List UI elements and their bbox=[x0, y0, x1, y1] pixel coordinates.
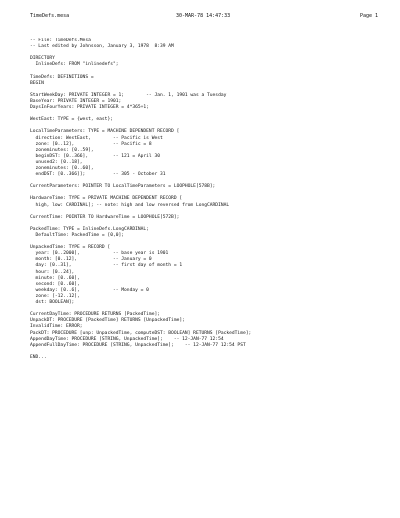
code-line: year: [0..2000], -- base year is 1901 bbox=[30, 251, 169, 257]
code-line: END... bbox=[30, 354, 47, 360]
code-line: zoneminutes: [0..59], bbox=[30, 147, 94, 153]
code-line: DaysInFourYears: PRIVATE INTEGER = 4*365+1; bbox=[30, 105, 149, 111]
code-line: PackDT: PROCEDURE [unp: UnpackedTime, computeDST: BOOLEAN] RETURNS [PackedTime]; bbox=[30, 330, 252, 336]
code-line: CurrentTime: POINTER TO HardwareTime = LOOPHOLE[572B]; bbox=[30, 214, 180, 220]
code-line: WestEast: TYPE = {west, east}; bbox=[30, 117, 113, 123]
code-line: BEGIN bbox=[30, 80, 44, 86]
code-line: month: [0..12], -- January = 0 bbox=[30, 257, 152, 263]
code-line: second: [0..60], bbox=[30, 281, 80, 287]
code-line: DefaultTime: PackedTime = [0,0]; bbox=[30, 233, 125, 238]
code-line: hour: [0..24], bbox=[30, 269, 75, 275]
code-line: weekday: [0..6], -- Monday = 0 bbox=[30, 287, 149, 293]
code-line: AppendDayTime: PROCEDURE [STRING, UnpackedTime]; -- 12-JAN-77 12:54 bbox=[30, 336, 224, 342]
code-line: AppendFullDayTime: PROCEDURE [STRING, UnpackedTime]; -- 12-JAN-77 12:54 PST bbox=[30, 342, 246, 348]
code-line: HardwareTime: TYPE = PRIVATE MACHINE DEPENDENT RECORD [ bbox=[30, 196, 183, 202]
code-line: StartWeekDay: PRIVATE INTEGER = 1; -- Jan. 1, 1901 was a Tuesday bbox=[30, 92, 227, 98]
code-line: direction: WestEast, -- Pacific is West bbox=[30, 135, 163, 141]
code-line: CurrentDayTime: PROCEDURE RETURNS [PackedTime]; bbox=[30, 312, 160, 318]
code-line: day: [0..31], -- first day of month = 1 bbox=[30, 263, 183, 269]
code-line: BaseYear: PRIVATE INTEGER = 1901; bbox=[30, 98, 122, 104]
code-line: InlineDefs: FROM "inlinedefs"; bbox=[30, 62, 119, 68]
code-line: UnpackedTime: TYPE = RECORD [ bbox=[30, 245, 111, 251]
code-line: zone: [-12..12], bbox=[30, 293, 80, 299]
code-line: high, low: CARDINAL]; -- note: high and low reversed from LongCARDINAL bbox=[30, 202, 230, 208]
code-line: unused2: [0..18], bbox=[30, 159, 83, 165]
code-line: zone: [0..12], -- Pacific = 8 bbox=[30, 141, 152, 147]
code-line: endDST: [0..366]]; -- 305 - October 31 bbox=[30, 172, 166, 178]
code-line: dst: BOOLEAN]; bbox=[30, 300, 75, 306]
code-line: TimeDefs: DEFINITIONS = bbox=[30, 74, 94, 80]
code-line: beginDST: [0..366], -- 121 = April 30 bbox=[30, 153, 160, 159]
code-line: DIRECTORY bbox=[30, 56, 55, 62]
code-line: UnpackDT: PROCEDURE [PackedTime] RETURNS [UnpackedTime]; bbox=[30, 318, 185, 324]
code-line: zoneminutes: [0..60], bbox=[30, 165, 94, 171]
page-header bbox=[30, 13, 378, 23]
code-line: LocalTimeParameters: TYPE = MACHINE DEPENDENT RECORD [ bbox=[30, 129, 180, 135]
header-filename: TimeDefs.mesa bbox=[30, 13, 70, 19]
code-line: -- File: TimeDefs.Mesa bbox=[30, 38, 91, 43]
source-listing bbox=[30, 38, 385, 361]
code-line: -- Last edited by Johnsson, January 3, 1978 8:39 AM bbox=[30, 44, 174, 50]
code-line: CurrentParameters: POINTER TO LocalTimeParameters = LOOPHOLE[578B]; bbox=[30, 184, 216, 190]
header-datetime: 30-MAR-78 14:47:33 bbox=[176, 13, 231, 19]
code-line: InvalidTime: ERROR; bbox=[30, 324, 83, 330]
code-line: PackedTime: TYPE = InlineDefs.LongCARDINAL; bbox=[30, 226, 149, 232]
header-page-number: Page 1 bbox=[359, 13, 378, 19]
code-line: minute: [0..60], bbox=[30, 275, 80, 281]
